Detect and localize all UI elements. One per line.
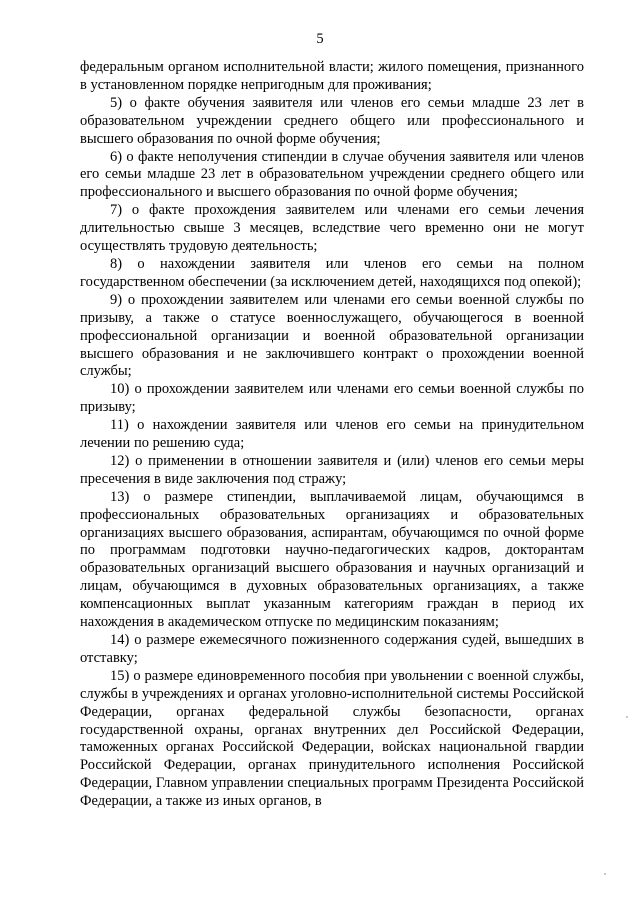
paragraph-item-5: 5) о факте обучения заявителя или членов его семьи младше 23 лет в образовательном учреждении среднего общего или профессионального и высшего образования по очной форме обучения; (80, 94, 584, 147)
document-body (80, 59, 584, 811)
scan-speck (604, 873, 606, 875)
paragraph-item-11: 11) о нахождении заявителя или членов его семьи на принудительном лечении по решению суда; (80, 417, 584, 452)
paragraph-item-15: 15) о размере единовременного пособия при увольнении с военной службы, службы в учреждениях и органах уголовно-исполнительной системы Российской Федерации, органах федеральной службы безопасности, органах государственной охраны, органах внутренних дел Российской Федерации, таможенных органах Российской Федерации, войсках национальной гвардии Российской Федерации, органах принудительного исполнения Российской Федерации, Главном управлении специальных программ Президента Российской Федерации, а также из иных органов, в (80, 667, 584, 810)
paragraph-item-9: 9) о прохождении заявителем или членами его семьи военной службы по призыву, а также о статусе военнослужащего, обучающегося в военной профессиональной организации и военной образовательной организации высшего образования и не заключившего контракт о прохождении военной службы; (80, 291, 584, 380)
scan-speck (626, 716, 628, 718)
paragraph-item-8: 8) о нахождении заявителя или членов его семьи на полном государственном обеспечении (за исключением детей, находящихся под опекой); (80, 255, 584, 290)
paragraph-item-12: 12) о применении в отношении заявителя и (или) членов его семьи меры пресечения в виде заключения под стражу; (80, 452, 584, 487)
paragraph-item-10: 10) о прохождении заявителем или членами его семьи военной службы по призыву; (80, 381, 584, 416)
page-number: 5 (316, 31, 324, 47)
paragraph-continuation: федеральным органом исполнительной власти; жилого помещения, признанного в установленном порядке непригодным для проживания; (80, 59, 584, 93)
paragraph-item-14: 14) о размере ежемесячного пожизненного содержания судей, вышедших в отставку; (80, 632, 584, 666)
paragraph-item-13: 13) о размере стипендии, выплачиваемой лицам, обучающимся в профессиональных образовательных организациях и образовательных организациях высшего образования, аспирантам, обучающимся по очной форме по программам подготовки научно-педагогических кадров, докторантам образовательных организаций высшего образования и научных организаций и лицам, обучающимся в духовных образовательных организациях, а также компенсационных выплат указанным категориям граждан в период их нахождения в академическом отпуске по медицинским показаниям; (80, 488, 584, 631)
paragraph-item-6: 6) о факте неполучения стипендии в случае обучения заявителя или членов его семьи младше 23 лет в образовательном учреждении среднего общего или профессионального и высшего образования по очной форме обучения; (80, 148, 584, 201)
paragraph-item-7: 7) о факте прохождения заявителем или членами его семьи лечения длительностью свыше 3 месяцев, вследствие чего временно они не могут осуществлять трудовую деятельность; (80, 202, 584, 255)
